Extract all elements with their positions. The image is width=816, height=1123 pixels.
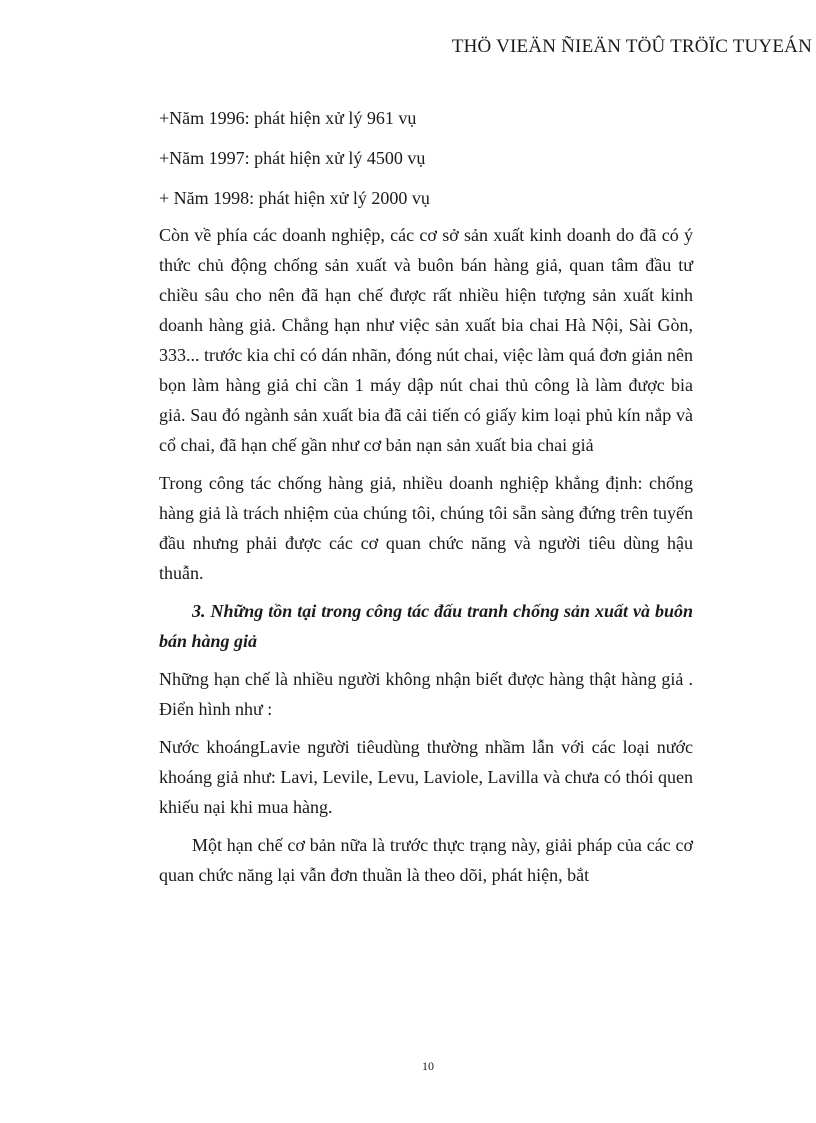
paragraph-enterprise-commitment: Trong công tác chống hàng giả, nhiều doanh nghiệp khẳng định: chống hàng giả là trách nhiệm của chúng tôi, chúng tôi sẵn sàng đứng trên tuyến đầu nhưng phải được các cơ quan chức năng và người tiêu dùng hậu thuẫn. bbox=[159, 473, 693, 583]
page-number: 10 bbox=[422, 1059, 434, 1073]
paragraph-enterprises: Còn về phía các doanh nghiệp, các cơ sở sản xuất kinh doanh do đã có ý thức chủ động chống sản xuất và buôn bán hàng giả, quan tâm đầu tư chiều sâu cho nên đã hạn chế được rất nhiều hiện tượng sản xuất kinh doanh hàng giả. Chẳng hạn như việc sản xuất bia chai Hà Nội, Sài Gòn, 333... trước kia chỉ có dán nhãn, đóng nút chai, việc làm quá đơn giản nên bọn làm hàng giả chỉ cần 1 máy dập nút chai thủ công là làm được bia giả. Sau đó ngành sản xuất bia đã cải tiến có giấy kim loại phủ kín nắp và cổ chai, đã hạn chế gần như cơ bản nạn sản xuất bia chai giả bbox=[159, 225, 693, 455]
paragraph-basic-limitation: Một hạn chế cơ bản nữa là trước thực trạng này, giải pháp của các cơ quan chức năng lại vẫn đơn thuần là theo dõi, phát hiện, bắt bbox=[159, 835, 693, 885]
paragraph-lavie-example: Nước khoángLavie người tiêudùng thường nhầm lẫn với các loại nước khoáng giả như: Lavi, Levile, Levu, Laviole, Lavilla và chưa có thói quen khiếu nại khi mua hàng. bbox=[159, 737, 693, 817]
running-header: THÖ VIEÄN ÑIEÄN TÖÛ TRÖÏC TUYEÁN bbox=[451, 36, 812, 57]
section-heading: 3. Những tồn tại trong công tác đấu tranh chống sản xuất và buôn bán hàng giả bbox=[159, 601, 693, 651]
paragraph-limitations: Những hạn chế là nhiều người không nhận biết được hàng thật hàng giả . Điển hình như : bbox=[159, 669, 693, 719]
stat-line-1996: +Năm 1996: phát hiện xử lý 961 vụ bbox=[159, 108, 417, 128]
stat-line-1998: + Năm 1998: phát hiện xử lý 2000 vụ bbox=[159, 188, 430, 208]
stat-line-1997: +Năm 1997: phát hiện xử lý 4500 vụ bbox=[159, 148, 426, 168]
page-body bbox=[159, 98, 693, 898]
